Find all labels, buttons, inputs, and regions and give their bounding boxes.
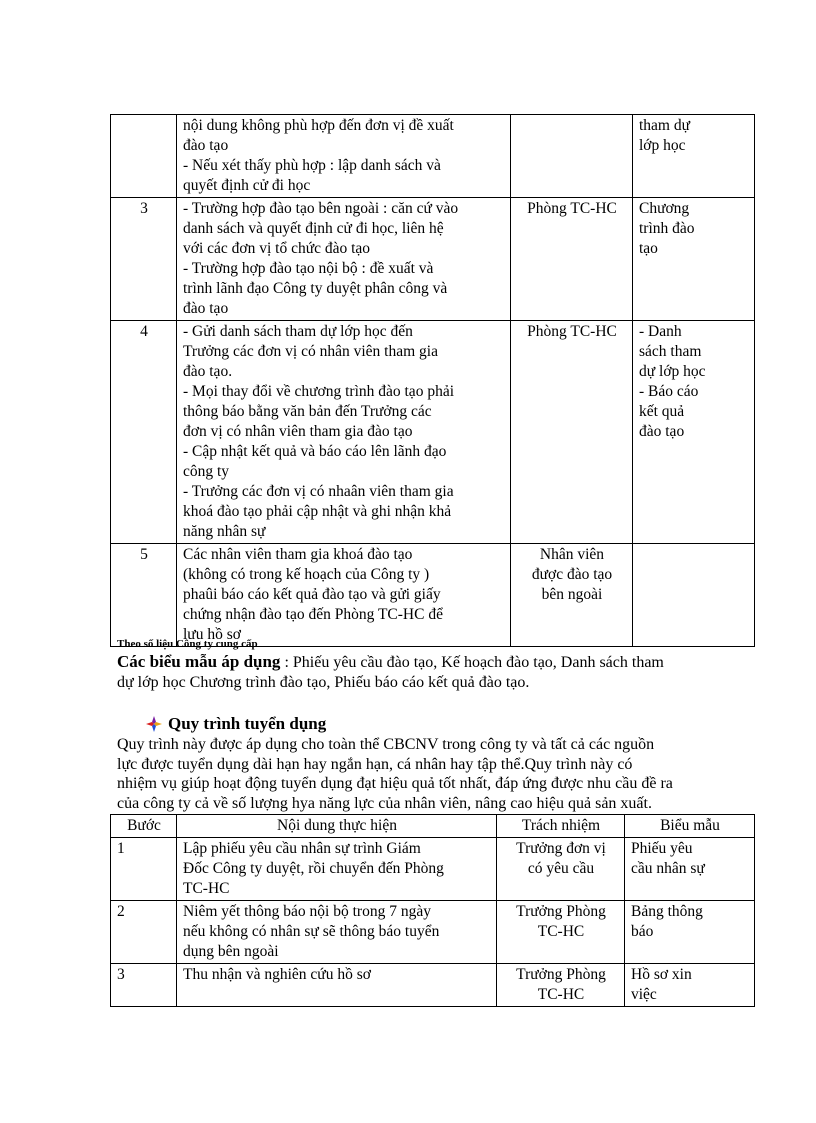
content-cell: [177, 838, 497, 901]
intro-line: của công ty cả về số lượng hya năng lực của nhân viên, nâng cao hiệu quả sản xuất.: [117, 794, 652, 812]
content-cell-line: Niêm yết thông báo nội bộ trong 7 ngày: [183, 903, 431, 920]
form-cell-line: - Danh: [639, 323, 682, 340]
form-cell: [633, 115, 755, 198]
table-row: [111, 198, 755, 321]
responsible-cell-line: bên ngoài: [541, 586, 603, 603]
header-cell-responsible: Trách nhiệm: [497, 815, 625, 838]
content-cell-line: dụng bên ngoài: [183, 943, 279, 960]
form-cell-line: dự lớp học: [639, 363, 706, 380]
form-cell-line: lớp học: [639, 137, 686, 154]
form-cell-line: sách tham: [639, 343, 702, 360]
content-cell: [177, 964, 497, 1007]
responsible-cell-line: Trưởng đơn vị: [516, 840, 606, 857]
content-cell-line: Thu nhận và nghiên cứu hồ sơ: [183, 966, 371, 983]
responsible-cell-line: TC-HC: [537, 923, 585, 940]
content-cell-line: - Mọi thay đổi về chương trình đào tạo phải: [183, 383, 455, 400]
content-cell-line: - Nếu xét thấy phù hợp : lập danh sách và: [183, 157, 441, 174]
content-cell-line: chứng nhận đào tạo đến Phòng TC-HC để: [183, 606, 443, 623]
content-cell-line: Đốc Công ty duyệt, rồi chuyển đến Phòng: [183, 860, 444, 877]
form-cell: [625, 838, 755, 901]
content-cell-line: đơn vị có nhân viên tham gia đào tạo: [183, 423, 413, 440]
responsible-cell-line: có yêu cầu: [527, 860, 595, 877]
form-cell: [633, 198, 755, 321]
step-cell: 3: [111, 198, 177, 321]
header-cell-content: Nội dung thực hiện: [177, 815, 497, 838]
recruitment-process-table: [110, 814, 755, 1007]
content-cell-line: trình lãnh đạo Công ty duyệt phân công và: [183, 280, 448, 297]
intro-line: nhiệm vụ giúp hoạt động tuyển dụng đạt hiệu quả tốt nhất, đáp ứng được nhu cầu đề ra: [117, 775, 673, 792]
responsible-cell: [511, 115, 633, 198]
content-cell-line: - Trưởng các đơn vị có nhaân viên tham gia: [183, 483, 454, 500]
form-cell-line: Chương: [639, 200, 690, 217]
form-cell-line: trình đào: [639, 220, 695, 237]
step-cell: 5: [111, 544, 177, 647]
content-cell-line: với các đơn vị tổ chức đào tạo: [183, 240, 371, 257]
content-cell-line: công ty: [183, 463, 230, 480]
step-cell: 3: [111, 964, 177, 1007]
training-process-table: [110, 114, 755, 647]
content-cell-line: Các nhân viên tham gia khoá đào tạo: [183, 546, 413, 563]
forms-label: Các biểu mẫu áp dụng: [117, 652, 281, 671]
form-cell: [625, 964, 755, 1007]
content-cell-line: nếu không có nhân sự sẽ thông báo tuyển: [183, 923, 440, 940]
table-row: [111, 115, 755, 198]
form-cell: [625, 901, 755, 964]
responsible-cell-line: Trưởng Phòng: [516, 966, 606, 983]
content-cell-line: phaûi báo cáo kết quả đào tạo và gửi giấy: [183, 586, 441, 603]
responsible-cell-line: Trưởng Phòng: [516, 903, 606, 920]
header-cell-step: Bước: [111, 815, 177, 838]
content-cell-line: - Gửi danh sách tham dự lớp học đến: [183, 323, 413, 340]
form-cell: [633, 321, 755, 544]
content-cell-line: danh sách và quyết định cử đi học, liên hệ: [183, 220, 444, 237]
table-row: [111, 321, 755, 544]
step-cell: [111, 115, 177, 198]
form-cell-line: Hồ sơ xin: [631, 966, 692, 983]
step-cell: 1: [111, 838, 177, 901]
content-cell-line: đào tạo: [183, 300, 229, 317]
content-cell-line: nội dung không phù hợp đến đơn vị đề xuất: [183, 117, 454, 134]
responsible-cell-line: Phòng TC-HC: [527, 200, 617, 217]
content-cell: [177, 321, 511, 544]
table-row: [111, 964, 755, 1007]
form-cell-line: - Báo cáo: [639, 383, 699, 400]
responsible-cell: [511, 321, 633, 544]
content-cell-line: TC-HC: [183, 880, 230, 897]
table-row: [111, 901, 755, 964]
responsible-cell-line: TC-HC: [537, 986, 585, 1003]
content-cell-line: - Trường hợp đào tạo bên ngoài : căn cứ vào: [183, 200, 459, 217]
responsible-cell-line: Nhân viên: [539, 546, 605, 563]
content-cell: [177, 901, 497, 964]
responsible-cell-line: được đào tạo: [531, 566, 613, 583]
diamond-bullet-icon: [146, 716, 162, 732]
responsible-cell: [511, 544, 633, 647]
intro-line: Quy trình này được áp dụng cho toàn thể CBCNV trong công ty và tất cả các nguồn: [117, 736, 655, 753]
form-cell-line: tham dự: [639, 117, 691, 134]
section-heading-text: Quy trình tuyển dụng: [168, 714, 327, 733]
form-cell-line: kết quả: [639, 403, 685, 420]
responsible-cell: [511, 198, 633, 321]
content-cell-line: đào tạo.: [183, 363, 233, 380]
table-row: [111, 544, 755, 647]
form-cell-line: đào tạo: [639, 423, 685, 440]
content-cell-line: lưu hồ sơ: [183, 626, 241, 643]
content-cell: [177, 115, 511, 198]
responsible-cell: [497, 964, 625, 1007]
table-row: [111, 838, 755, 901]
content-cell: [177, 544, 511, 647]
forms-line-1: : Phiếu yêu cầu đào tạo, Kế hoạch đào tạo, Danh sách tham: [280, 654, 664, 671]
content-cell-line: - Trường hợp đào tạo nội bộ : đề xuất và: [183, 260, 434, 277]
content-cell-line: quyết định cử đi học: [183, 177, 311, 194]
responsible-cell: [497, 838, 625, 901]
form-cell: [633, 544, 755, 647]
content-cell-line: Trưởng các đơn vị có nhân viên tham gia: [183, 343, 438, 360]
form-cell-line: Bảng thông: [631, 903, 703, 920]
form-cell-line: báo: [631, 923, 654, 940]
content-cell-line: đào tạo: [183, 137, 229, 154]
forms-paragraph: [117, 652, 664, 693]
responsible-cell: [497, 901, 625, 964]
responsible-cell-line: Phòng TC-HC: [527, 323, 617, 340]
source-note: Theo số liệu Công ty cung cấp: [117, 638, 258, 650]
form-cell-line: tạo: [639, 240, 658, 257]
form-cell-line: việc: [631, 986, 657, 1003]
content-cell: [177, 198, 511, 321]
content-cell-line: năng nhân sự: [183, 523, 266, 540]
form-cell-line: cầu nhân sự: [631, 860, 705, 877]
content-cell-line: (không có trong kế hoạch của Công ty ): [183, 566, 430, 583]
intro-line: lực được tuyển dụng dài hạn hay ngắn hạn, cá nhân hay tập thể.Quy trình này có: [117, 755, 633, 773]
content-cell-line: - Cập nhật kết quả và báo cáo lên lãnh đạo: [183, 443, 447, 460]
content-cell-line: thông báo bằng văn bản đến Trưởng các: [183, 403, 432, 420]
intro-paragraph: [117, 735, 757, 813]
form-cell-line: Phiếu yêu: [631, 840, 693, 857]
content-cell-line: Lập phiếu yêu cầu nhân sự trình Giám: [183, 840, 421, 857]
section-heading: [146, 714, 326, 734]
step-cell: 4: [111, 321, 177, 544]
content-cell-line: khoá đào tạo phải cập nhật và ghi nhận khả: [183, 503, 452, 520]
step-cell: 2: [111, 901, 177, 964]
header-cell-form: Biểu mẫu: [625, 815, 755, 838]
forms-line-2: dự lớp học Chương trình đào tạo, Phiếu báo cáo kết quả đào tạo.: [117, 674, 530, 691]
table-header-row: [111, 815, 755, 838]
